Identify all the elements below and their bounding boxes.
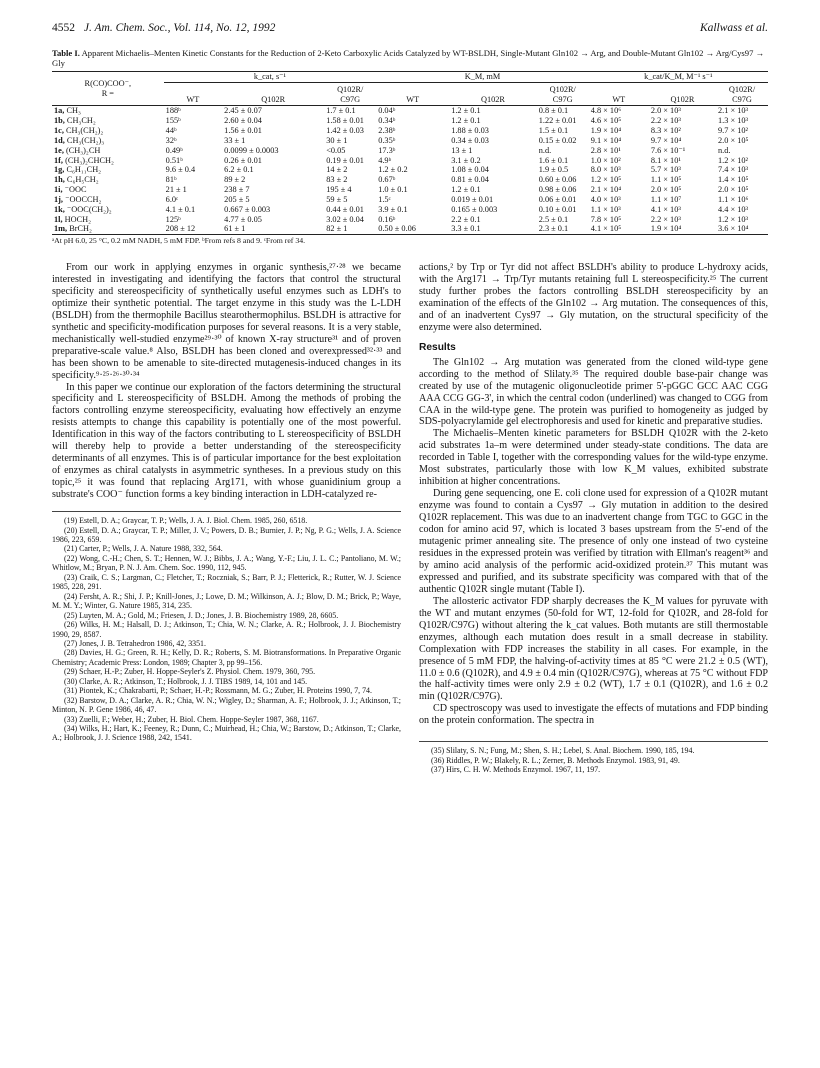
table-row (52, 136, 768, 146)
table-cell: 83 ± 2 (326, 175, 348, 185)
table-cell: 2.5 ± 0.1 (538, 214, 569, 224)
table-footnote: ᵃAt pH 6.0, 25 °C, 0.2 mM NADH, 5 mM FDP. ᵇFrom refs 8 and 9. ᶜFrom ref 34. (52, 236, 306, 246)
table-cell: 3.3 ± 0.1 (449, 224, 537, 234)
body-paragraph: actions,² by Trp or Tyr did not affect BSLDH's ability to produce L-hydroxy acids, with the Arg171 → Trp/Tyr mutants retaining full L stereospecificity.²⁵ The current study further probes the factors controlling BSLDH stereospecificity by an examination of the effects of the Gln102 → Arg mutation. The consequences of this, and of an inadvertent Cys97 → Gly mutation, on the structural specificity of the enzyme were also determined. (419, 262, 768, 333)
body-paragraph: During gene sequencing, one E. coli clone used for expression of a Q102R mutant enzyme was found to contain a Cys97 → Gly mutation in addition to the desired Q102R replacement. This was due to an inadvertent change from TGC to GGC in the codon for amino acid 97, which is located 3 bases upstream from the 5'-end of the mutagenic primer annealing site. The presence of only one instead of two cysteine residues in the expressed protein was verified by titration with Ellman's reagent³⁶ and by amino acid analysis of the performic acid-oxidized protein.³⁷ This mutant was expressed and purified, and its substrate specificity was compared with that of the authentic Q102R single mutant (Table I). (419, 488, 768, 595)
table-cell: 1.1 × 10⁶ (718, 194, 749, 204)
substrate-label: 1f, (CH₃)₂CHCH₂ (54, 155, 114, 165)
substrate-label: 1h, C₆H₅CH₂ (54, 175, 99, 185)
body-paragraph: CD spectroscopy was used to investigate the effects of mutations and FDP binding on the protein conformation. The spectra in (419, 703, 768, 727)
table-cell: 0.67ᵇ (378, 175, 396, 185)
column-header: Q102R (649, 82, 716, 106)
reference-item: (20) Estell, D. A.; Graycar, T. P.; Miller, J. V.; Powers, D. B.; Burnier, J. P.; Ng, P. G.; Wells, J. A. Science 1986, 223, 659. (52, 525, 401, 544)
table-cell: 4.8 × 10⁶ (590, 106, 622, 116)
column-header: Q102R (449, 82, 537, 106)
substrate-label: 1i, ⁻OOC (54, 185, 87, 195)
journal-citation: J. Am. Chem. Soc., Vol. 114, No. 12, 1992 (83, 22, 276, 34)
table-cell: 2.60 ± 0.04 (224, 116, 262, 126)
table-cell: 1.2 × 10² (718, 155, 748, 165)
table-caption (52, 48, 768, 69)
body-paragraph: In this paper we continue our exploration of the factors determining the structural specificity and L stereospecificity of BSLDH. Among the methods of probing the factors controlling enzyme stereospecificity, evaluating how effectively an enzyme resists attempts to change this capability is potentially one of the most powerful. Identification in this way of the factors contributing to L stereospecificity of BSLDH will thereby help to provide a better understanding of the stereospecificity determinants of all enzymes. This is of particular importance for the best exploitation of enzymes as chiral catalysts in asymmetric syntheses. In a previous study on this topic,²⁵ it was found that replacing Arg171, with whose guanidinium group a substrate's COO⁻ function forms a key binding interaction in LDH-catalyzed re- (52, 381, 401, 501)
table-row (52, 106, 768, 116)
reference-item: (33) Zuelli, F.; Weber, H.; Zuber, H. Biol. Chem. Hoppe-Seyler 1987, 368, 1167. (64, 714, 319, 724)
table-cell: 1.0 × 10² (590, 155, 621, 165)
reference-item: (29) Schaer, H.-P.; Zuber, H. Hoppe-Seyler's Z. Physiol. Chem. 1979, 360, 795. (64, 667, 316, 677)
table-cell: 155ᵇ (165, 116, 181, 126)
substrate-label: 1k, ⁻OOC(CH₂)₂ (54, 204, 112, 214)
page (52, 22, 768, 245)
table-cell: 4.1 × 10⁵ (589, 224, 649, 234)
table-cell: 1.9 × 10⁴ (649, 224, 716, 234)
table-cell: 1.2 ± 0.1 (451, 116, 481, 126)
table-cell: 44ᵇ (165, 126, 177, 136)
table-cell: 4.77 ± 0.05 (224, 214, 262, 224)
reference-item: (32) Barstow, D. A.; Clarke, A. R.; Chia, W. N.; Wigley, D.; Sharman, A. F.; Holbrook, J. J.; Atkinson, T.; Minton, N. P. Gene 1986, 46, 47. (52, 695, 401, 715)
table-cell: 0.98 ± 0.06 (538, 185, 577, 195)
table-cell: 1.1 × 10⁷ (650, 194, 682, 204)
column-header: Q102R (222, 82, 324, 106)
table-cell: 2.0 × 10⁵ (718, 135, 749, 145)
left-column (52, 262, 401, 775)
table-cell: 0.019 ± 0.01 (451, 194, 494, 204)
table-cell: 17.3ᵇ (378, 145, 396, 155)
reference-item: (27) Jones, J. B. Tetrahedron 1986, 42, 3351. (64, 638, 206, 648)
table-cell: 61 ± 1 (222, 224, 324, 234)
table-cell: 125ᵇ (165, 214, 181, 224)
table-cell: 2.0 × 10⁵ (650, 185, 682, 195)
table-cell: 0.16ᵇ (378, 214, 396, 224)
table-cell: 0.34 ± 0.03 (451, 135, 489, 145)
substrate-label: 1b, CH₃CH₂ (54, 116, 96, 126)
table-cell: 4.1 × 10³ (650, 204, 681, 214)
table-cell: 1.2 ± 0.1 (451, 185, 481, 195)
row-header: R(CO)COO⁻, R = (52, 71, 164, 106)
page-number: 4552 (52, 22, 75, 34)
running-authors: Kallwass et al. (699, 22, 768, 34)
table-cell: 4.9ᵇ (378, 155, 392, 165)
substrate-label: 1m, BrCH₂ (52, 224, 164, 234)
table-cell: 1.3 × 10³ (718, 116, 748, 126)
table-cell: 9.7 × 10⁴ (650, 135, 682, 145)
group-header-kcat: k_cat, s⁻¹ (164, 71, 377, 82)
body-columns (52, 262, 768, 775)
table-cell: 2.3 ± 0.1 (537, 224, 589, 234)
table-cell: 1.56 ± 0.01 (224, 126, 262, 136)
column-header: WT (164, 82, 223, 106)
table-cell: 1.58 ± 0.01 (326, 116, 364, 126)
table-cell: 238 ± 7 (224, 185, 250, 195)
right-column (419, 262, 768, 775)
table-cell: 6.0ᶜ (165, 194, 179, 204)
table-cell: 2.38ᵇ (378, 126, 396, 136)
column-header: Q102R/ C97G (537, 82, 589, 106)
reference-item: (26) Wilks, H. M.; Halsall, D. J.; Atkinson, T.; Chia, W. N.; Clarke, A. R.; Holbrook, J. J. Biochemistry 1990, 29, 8587. (52, 620, 401, 639)
table-cell: 4.6 × 10⁵ (590, 116, 622, 126)
table-cell: 21 ± 1 (165, 185, 187, 195)
table-cell: 0.06 ± 0.01 (538, 194, 577, 204)
table-cell: 2.0 × 10⁵ (718, 185, 749, 195)
table-cell: 3.9 ± 0.1 (378, 204, 408, 214)
substrate-label: 1l, HOCH₂ (54, 214, 92, 224)
reference-item: (35) Slilaty, S. N.; Fung, M.; Shen, S. H.; Lebel, S. Anal. Biochem. 1990, 185, 194. (431, 746, 695, 756)
table-cell: 0.81 ± 0.04 (451, 175, 489, 185)
table-row (52, 116, 768, 126)
table-cell: 195 ± 4 (326, 185, 352, 195)
table-cell: 0.44 ± 0.01 (326, 204, 364, 214)
kinetics-table (52, 71, 768, 236)
table-cell: n.d. (538, 145, 552, 155)
table-cell: 1.5ᶜ (378, 194, 391, 204)
references-left (52, 511, 401, 743)
table-cell: 0.49ᵇ (165, 145, 183, 155)
table-cell: 9.1 × 10⁴ (590, 135, 622, 145)
body-paragraph: The Gln102 → Arg mutation was generated from the cloned wild-type gene according to the method of Slilaty.³⁵ The required double base-pair change was created by use of the mutagenic oligonucleotide primer 5'-pGGC GCC AAC CGG AAA CCG GG-3', in which the central codon (underlined) was changed to CGG from CAA in the wild-type gene. The protein was purified to homogeneity as judged by SDS-polyacrylamide gel electrophoresis and used for kinetic and preparative studies. (419, 356, 768, 428)
table-row (52, 205, 768, 215)
table-cell: 8.0 × 10³ (590, 165, 621, 175)
table-cell: 0.04ᵇ (378, 106, 396, 116)
table-cell: 208 ± 12 (164, 224, 223, 234)
reference-item: (23) Craik, C. S.; Largman, C.; Fletcher, T.; Roczniak, S.; Barr, P. J.; Fletterick, R.; Rutter, W. J. Science 1985, 228, 291. (52, 572, 401, 592)
reference-item: (24) Fersht, A. R.; Shi, J. P.; Knill-Jones, J.; Lowe, D. M.; Wilkinson, A. J.; Blow, D. M.; Brick, P.; Waye, M. M. Y.; Winter, G. Nature 1985, 314, 235. (52, 591, 401, 611)
reference-item: (31) Piontek, K.; Chakrabarti, P.; Schaer, H.-P.; Rossmann, M. G.; Zuber, H. Proteins 1990, 7, 74. (64, 686, 372, 696)
table-cell: 1.4 × 10⁵ (718, 175, 749, 185)
table-cell: 7.8 × 10⁵ (590, 214, 622, 224)
substrate-label: 1g, C₆H₁₁CH₂ (54, 165, 102, 175)
table-cell: 3.1 ± 0.2 (451, 155, 481, 165)
table-cell: 0.15 ± 0.02 (538, 135, 577, 145)
table-cell: 1.2 ± 0.1 (451, 106, 481, 116)
table-cell: 81ᵇ (165, 175, 177, 185)
running-head (52, 22, 768, 38)
table-cell: 1.2 × 10³ (718, 214, 748, 224)
table-cell: 2.45 ± 0.07 (224, 106, 262, 116)
table-row (52, 224, 768, 234)
table-cell: 6.2 ± 0.1 (224, 165, 254, 175)
table-cell: 0.8 ± 0.1 (538, 106, 569, 116)
reference-item: (36) Riddles, P. W.; Blakely, R. L.; Zerner, B. Methods Enzymol. 1983, 91, 49. (431, 755, 680, 765)
reference-item: (25) Luyten, M. A.; Gold, M.; Friesen, J. D.; Jones, J. B. Biochemistry 1989, 28, 6605. (64, 610, 339, 620)
table-cell: 13 ± 1 (451, 145, 473, 155)
table-cell: 3.02 ± 0.04 (326, 214, 364, 224)
table-cell: 1.22 ± 0.01 (538, 116, 577, 126)
reference-item: (34) Wilks, H.; Hart, K.; Feeney, R.; Dunn, C.; Muirhead, H.; Chia, W.; Barstow, D.; Atkinson, T.; Clarke, A.; Holbrook, J. J. Science 1988, 242, 1541. (52, 724, 401, 743)
table-row (52, 156, 768, 166)
table-row (52, 165, 768, 175)
table-cell: n.d. (718, 145, 731, 155)
table-cell: 0.0099 ± 0.0003 (224, 145, 279, 155)
table-cell: 0.51ᵇ (165, 155, 183, 165)
table-cell: 1.9 ± 0.5 (538, 165, 569, 175)
table-cell: 0.165 ± 0.003 (451, 204, 498, 214)
table-cell: 1.6 ± 0.1 (538, 155, 569, 165)
substrate-label: 1d, CH₃(CH₂)₃ (54, 135, 105, 145)
table-row (52, 146, 768, 156)
table-cell: 1.42 ± 0.03 (326, 126, 364, 136)
column-header: WT (376, 82, 449, 106)
table-cell: 2.2 × 10³ (650, 116, 681, 126)
reference-item: (37) Hirs, C. H. W. Methods Enzymol. 1967, 11, 197. (431, 765, 601, 775)
table-cell: 0.34ᵇ (378, 116, 396, 126)
group-header-km: K_M, mM (376, 71, 589, 82)
column-header: Q102R/ C97G (324, 82, 376, 106)
table-cell: 1.7 ± 0.1 (326, 106, 356, 116)
references-right (419, 741, 768, 774)
table-cell: 59 ± 5 (326, 194, 348, 204)
table-cell: 8.1 × 10¹ (650, 155, 681, 165)
table-cell: 4.0 × 10³ (590, 194, 621, 204)
column-header: Q102R/ C97G (716, 82, 768, 106)
table-cell: 1.08 ± 0.04 (451, 165, 489, 175)
table-cell: 2.2 ± 0.1 (451, 214, 481, 224)
table-cell: 9.7 × 10² (718, 126, 748, 136)
table-cell: 33 ± 1 (224, 135, 246, 145)
table-cell: 0.35ᵇ (378, 135, 396, 145)
table-cell: 1.88 ± 0.03 (451, 126, 489, 136)
table-cell: 5.7 × 10³ (650, 165, 681, 175)
table-cell: 2.1 × 10³ (718, 106, 748, 116)
table-cell: 8.3 × 10² (650, 126, 681, 136)
table-cell: 30 ± 1 (326, 135, 348, 145)
body-paragraph: The allosteric activator FDP sharply decreases the K_M values for pyruvate with the WT and mutant enzymes (50-fold for WT, 12-fold for Q102R, and 28-fold for Q102R/C97G) without altering the k_cat values. Both mutants are still thermostable enzymes, although each mutation does result in a small decrease in stability. Complexation with FDP increases the stability in all cases. For example, in the presence of 5 mM FDP, the halving-of-activity times at 85 °C were 21.2 ± 0.5 (WT), 11.0 ± 0.6 (Q102R), and 4.9 ± 0.4 min (Q102R/C97G), whereas at 75 °C without FDP the half-activity times were only 2.9 ± 0.2 (WT), 1.7 ± 0.1 (Q102R), and 1.6 ± 0.2 min (Q102R/C97G). (419, 595, 768, 703)
reference-item: (30) Clarke, A. R.; Atkinson, T.; Holbrook, J. J. TIBS 1989, 14, 101 and 145. (64, 676, 308, 686)
table-cell: 2.8 × 10¹ (590, 145, 621, 155)
table-row (52, 175, 768, 185)
table-row (52, 185, 768, 195)
table-row (52, 195, 768, 205)
table-label: Table I. (52, 48, 80, 58)
table-title: Apparent Michaelis–Menten Kinetic Constants for the Reduction of 2-Keto Carboxylic Acids Catalyzed by WT-BSLDH, Single-Mutant Gln102 → Arg, and Double-Mutant Gln102 → Arg/Cys97 → Gly (52, 48, 765, 69)
table-cell: 89 ± 2 (224, 175, 246, 185)
table-cell: 7.4 × 10³ (718, 165, 748, 175)
table-cell: 1.1 × 10³ (590, 204, 621, 214)
table-cell: 2.0 × 10³ (650, 106, 681, 116)
table-cell: 0.26 ± 0.01 (224, 155, 262, 165)
table-row (52, 126, 768, 136)
substrate-label: 1e, (CH₃)₂CH (54, 145, 101, 155)
table-cell: 14 ± 2 (326, 165, 348, 175)
table-cell: 2.2 × 10³ (650, 214, 681, 224)
table-cell: 0.10 ± 0.01 (538, 204, 577, 214)
body-paragraph: The Michaelis–Menten kinetic parameters for BSLDH Q102R with the 2-keto acid substrates 1a–m were determined under steady-state conditions. The data are recorded in Table I, together with the corresponding values for the wild-type enzyme. Most substrates, particularly those with low K_M values, exhibited substrate inhibition at higher concentrations. (419, 428, 768, 488)
table-cell: 0.50 ± 0.06 (376, 224, 449, 234)
body-paragraph: From our work in applying enzymes in organic synthesis,²⁷·²⁸ we became interested in investigating and identifying the factors that control the structural specificity and stereospecificity of synthetically useful enzymes such as LDH's to optimize their synthetic potential. The target enzyme in this study was the L-LDH (BSLDH) from the thermophile Bacillus stearothermophilus. BSLDH is attractive for synthetic and specificity-modification purposes for several reasons. It is a very stable, mechanistically well-studied enzyme²⁹·³⁰ of known X-ray structure³¹ and of proven preparative-scale value.⁸ Also, BSLDH has been cloned and overexpressed³²·³³ and has been shown to be amenable to site-directed mutagenesis-induced changes in its specificity.⁹·²⁵·²⁶·³⁰·³⁴ (52, 262, 401, 381)
substrate-label: 1c, CH₃(CH₂)₂ (54, 126, 104, 136)
table-cell: <0.05 (326, 145, 346, 155)
table-cell: 7.6 × 10⁻¹ (650, 145, 686, 155)
table-cell: 0.60 ± 0.06 (538, 175, 577, 185)
table-cell: 0.19 ± 0.01 (326, 155, 364, 165)
table-cell: 1.2 × 10⁵ (590, 175, 622, 185)
table-group-header-row (52, 71, 768, 82)
table-body (52, 106, 768, 235)
table-cell: 32ᵇ (165, 135, 177, 145)
table-cell: 4.1 ± 0.1 (165, 204, 196, 214)
table-cell: 1.2 ± 0.2 (378, 165, 408, 175)
table-cell: 1.1 × 10⁵ (650, 175, 682, 185)
table-cell: 1.5 ± 0.1 (538, 126, 569, 136)
reference-item: (22) Wong, C.-H.; Chen, S. T.; Hennen, W. J.; Bibbs, J. A.; Wang, Y.-F.; Liu, J. L. C.; Pantoliano, M. W.; Whitlow, M.; Bryan, P. N. J. Am. Chem. Soc. 1990, 112, 945. (52, 553, 401, 573)
table-cell: 1.9 × 10⁴ (590, 126, 622, 136)
table-cell: 4.4 × 10³ (718, 204, 748, 214)
table-cell: 0.667 ± 0.003 (224, 204, 271, 214)
table-cell: 82 ± 1 (324, 224, 376, 234)
table-row (52, 215, 768, 225)
section-heading-results: Results (419, 341, 456, 353)
reference-item: (21) Carter, P.; Wells, J. A. Nature 1988, 332, 564. (64, 544, 223, 554)
table-cell: 1.0 ± 0.1 (378, 185, 408, 195)
table-cell: 3.6 × 10⁴ (716, 224, 768, 234)
reference-item: (19) Estell, D. A.; Graycar, T. P.; Wells, J. A. J. Biol. Chem. 1985, 260, 6518. (64, 516, 308, 526)
table-cell: 2.1 × 10⁴ (590, 185, 622, 195)
column-header: WT (589, 82, 649, 106)
reference-item: (28) Davies, H. G.; Green, R. H.; Kelly, D. R.; Roberts, S. M. Biotransformations. In Preparative Organic Chemistry; Academic Press: London, 1989; Chapter 3, pp 99–156. (52, 648, 401, 667)
group-header-kcat-km: k_cat/K_M, M⁻¹ s⁻¹ (589, 71, 768, 82)
substrate-label: 1j, ⁻OOCCH₂ (54, 194, 102, 204)
table-cell: 188ᵇ (165, 106, 181, 116)
table-cell: 205 ± 5 (224, 194, 250, 204)
substrate-label: 1a, CH₃ (54, 106, 81, 116)
table-cell: 9.6 ± 0.4 (165, 165, 196, 175)
